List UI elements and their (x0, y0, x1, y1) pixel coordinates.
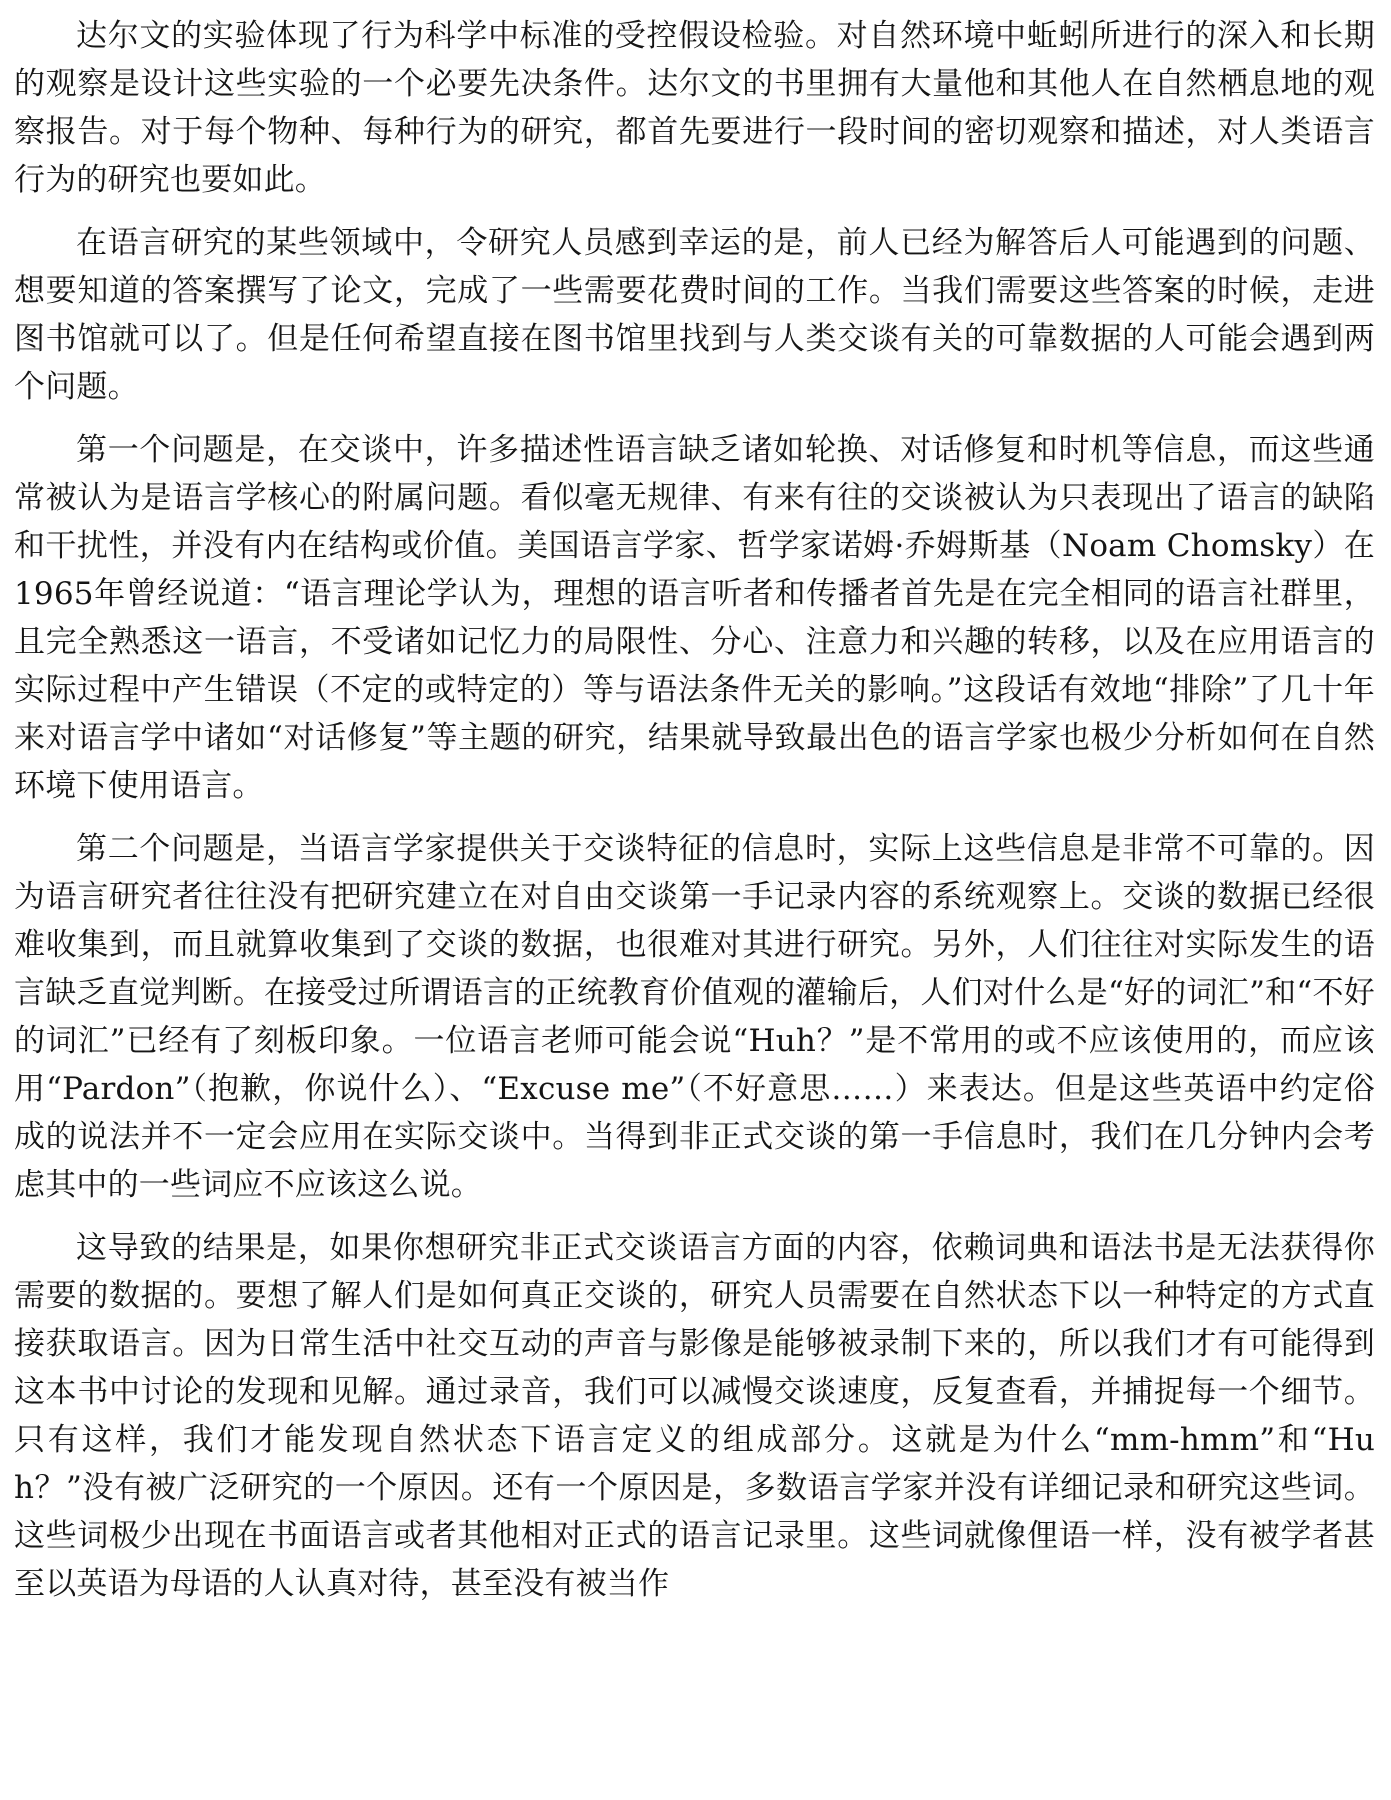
paragraph-darwin-experiments: 达尔文的实验体现了行为科学中标准的受控假设检验。对自然环境中蚯蚓所进行的深入和长期的观察是设计这些实验的一个必要先决条件。达尔文的书里拥有大量他和其他人在自然栖息地的观察报告。对于每个物种、每种行为的研究，都首先要进行一段时间的密切观察和描述，对人类语言行为的研究也要如此。 (14, 18, 1375, 198)
paragraph-second-problem: 第二个问题是，当语言学家提供关于交谈特征的信息时，实际上这些信息是非常不可靠的。因为语言研究者往往没有把研究建立在对自由交谈第一手记录内容的系统观察上。交谈的数据已经很难收集到，而且就算收集到了交谈的数据，也很难对其进行研究。另外，人们往往对实际发生的语言缺乏直觉判断。在接受过所谓语言的正统教育价值观的灌输后，人们对什么是“好的词汇”和“不好的词汇”已经有了刻板印象。一位语言老师可能会说“Huh？”是不常用的或不应该使用的，而应该用“Pardon”（抱歉，你说什么）、“Excuse me”（不好意思……）来表达。但是这些英语中约定俗成的说法并不一定会应用在实际交谈中。当得到非正式交谈的第一手信息时，我们在几分钟内会考虑其中的一些词应不应该这么说。 (14, 831, 1375, 1203)
paragraph-result: 这导致的结果是，如果你想研究非正式交谈语言方面的内容，依赖词典和语法书是无法获得你需要的数据的。要想了解人们是如何真正交谈的，研究人员需要在自然状态下以一种特定的方式直接获取语言。因为日常生活中社交互动的声音与影像是能够被录制下来的，所以我们才有可能得到这本书中讨论的发现和见解。通过录音，我们可以减慢交谈速度，反复查看，并捕捉每一个细节。只有这样，我们才能发现自然状态下语言定义的组成部分。这就是为什么“mm-hmm”和“Huh？”没有被广泛研究的一个原因。还有一个原因是，多数语言学家并没有详细记录和研究这些词。这些词极少出现在书面语言或者其他相对正式的语言记录里。这些词就像俚语一样，没有被学者甚至以英语为母语的人认真对待，甚至没有被当作 (14, 1230, 1375, 1602)
paragraph-first-problem: 第一个问题是，在交谈中，许多描述性语言缺乏诸如轮换、对话修复和时机等信息，而这些通常被认为是语言学核心的附属问题。看似毫无规律、有来有往的交谈被认为只表现出了语言的缺陷和干扰性，并没有内在结构或价值。美国语言学家、哲学家诺姆·乔姆斯基（Noam Chomsky）在1965年曾经说道：“语言理论学认为，理想的语言听者和传播者首先是在完全相同的语言社群里，且完全熟悉这一语言，不受诸如记忆力的局限性、分心、注意力和兴趣的转移，以及在应用语言的实际过程中产生错误（不定的或特定的）等与语法条件无关的影响。”这段话有效地“排除”了几十年来对语言学中诸如“对话修复”等主题的研究，结果就导致最出色的语言学家也极少分析如何在自然环境下使用语言。 (14, 432, 1375, 804)
paragraph-library-research: 在语言研究的某些领域中，令研究人员感到幸运的是，前人已经为解答后人可能遇到的问题、想要知道的答案撰写了论文，完成了一些需要花费时间的工作。当我们需要这些答案的时候，走进图书馆就可以了。但是任何希望直接在图书馆里找到与人类交谈有关的可靠数据的人可能会遇到两个问题。 (14, 225, 1375, 405)
